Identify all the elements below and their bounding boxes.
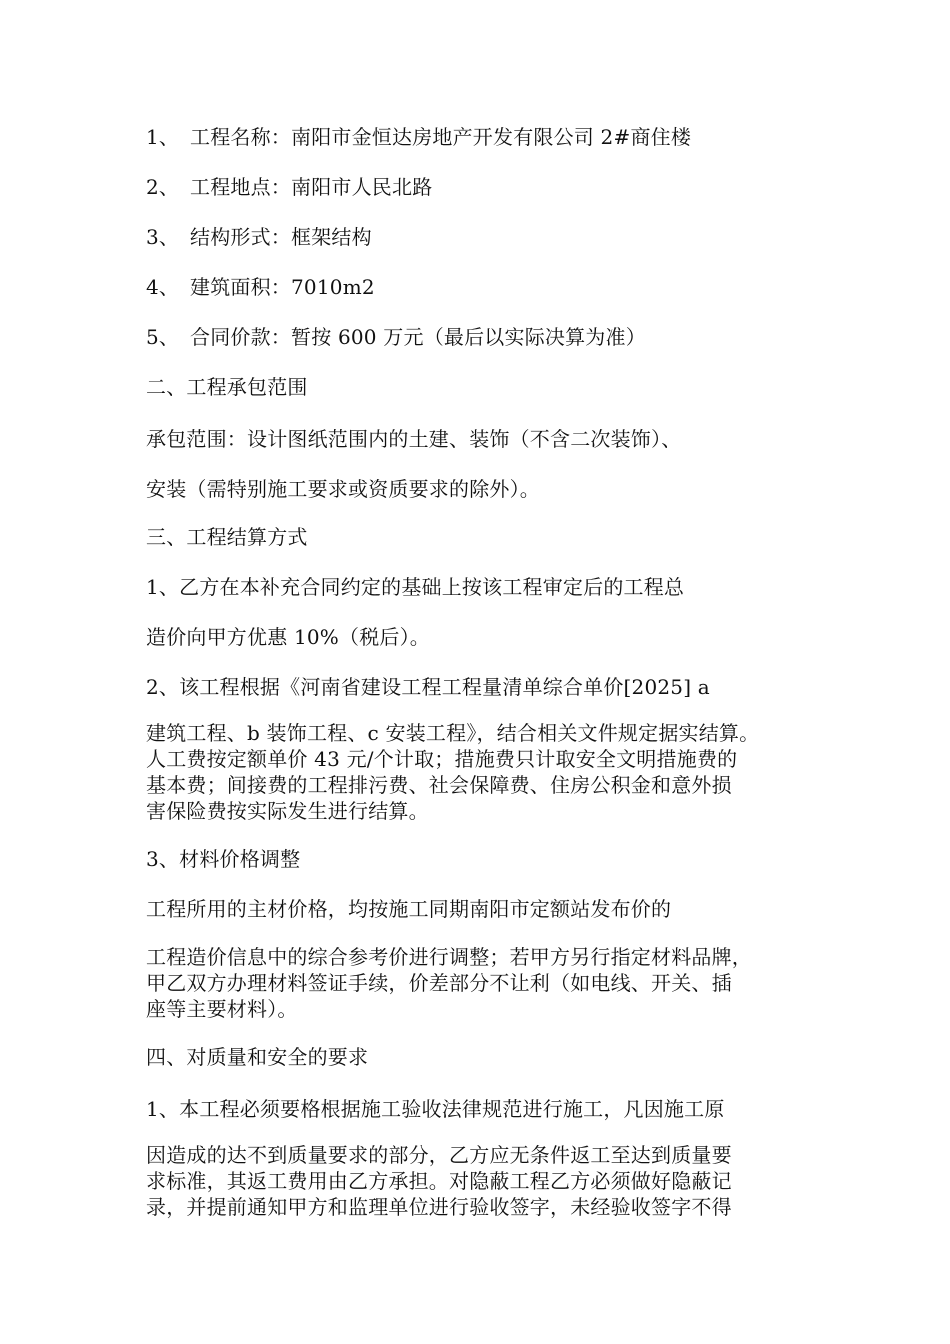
section-heading: 三、工程结算方式 bbox=[146, 525, 308, 549]
paragraph-block: 因造成的达不到质量要求的部分，乙方应无条件返工至达到质量要 求标准，其返工费用由乙方承担。对隐蔽工程乙方必须做好隐蔽记 录，并提前通知甲方和监理单位进行验收签字，未经验收签字不得 bbox=[146, 1143, 732, 1219]
paragraph-block: 工程造价信息中的综合参考价进行调整；若甲方另行指定材料品牌， 甲乙双方办理材料签证手续，价差部分不让利（如电线、开关、插 座等主要材料）。 bbox=[146, 945, 752, 1021]
list-item: 3、 结构形式：框架结构 bbox=[146, 225, 372, 249]
paragraph: 造价向甲方优惠 10%（税后）。 bbox=[146, 625, 431, 649]
paragraph: 工程所用的主材价格，均按施工同期南阳市定额站发布价的 bbox=[146, 897, 672, 921]
list-item: 1、 工程名称：南阳市金恒达房地产开发有限公司 2#商住楼 bbox=[146, 125, 692, 149]
list-item: 5、 合同价款：暂按 600 万元（最后以实际决算为准） bbox=[146, 325, 646, 349]
paragraph-block: 建筑工程、b 装饰工程、c 安装工程》，结合相关文件规定据实结算。 人工费按定额单价 43 元/个计取；措施费只计取安全文明措施费的 基本费；间接费的工程排污费、社会保障费、住房公积金和意外损 害保险费按实际发生进行结算。 bbox=[146, 721, 760, 823]
paragraph: 承包范围：设计图纸范围内的土建、装饰（不含二次装饰）、 bbox=[146, 427, 682, 451]
paragraph: 2、该工程根据《河南省建设工程工程量清单综合单价[2025] a bbox=[146, 675, 710, 699]
subsection-heading: 3、材料价格调整 bbox=[146, 847, 301, 871]
paragraph: 1、本工程必须要格根据施工验收法律规范进行施工，凡因施工原 bbox=[146, 1097, 725, 1121]
paragraph: 1、乙方在本补充合同约定的基础上按该工程审定后的工程总 bbox=[146, 575, 685, 599]
paragraph: 安装（需特别施工要求或资质要求的除外）。 bbox=[146, 477, 540, 501]
list-item: 2、 工程地点：南阳市人民北路 bbox=[146, 175, 433, 199]
section-heading: 四、对质量和安全的要求 bbox=[146, 1045, 369, 1069]
section-heading: 二、工程承包范围 bbox=[146, 375, 308, 399]
list-item: 4、 建筑面积：7010m2 bbox=[146, 275, 375, 299]
